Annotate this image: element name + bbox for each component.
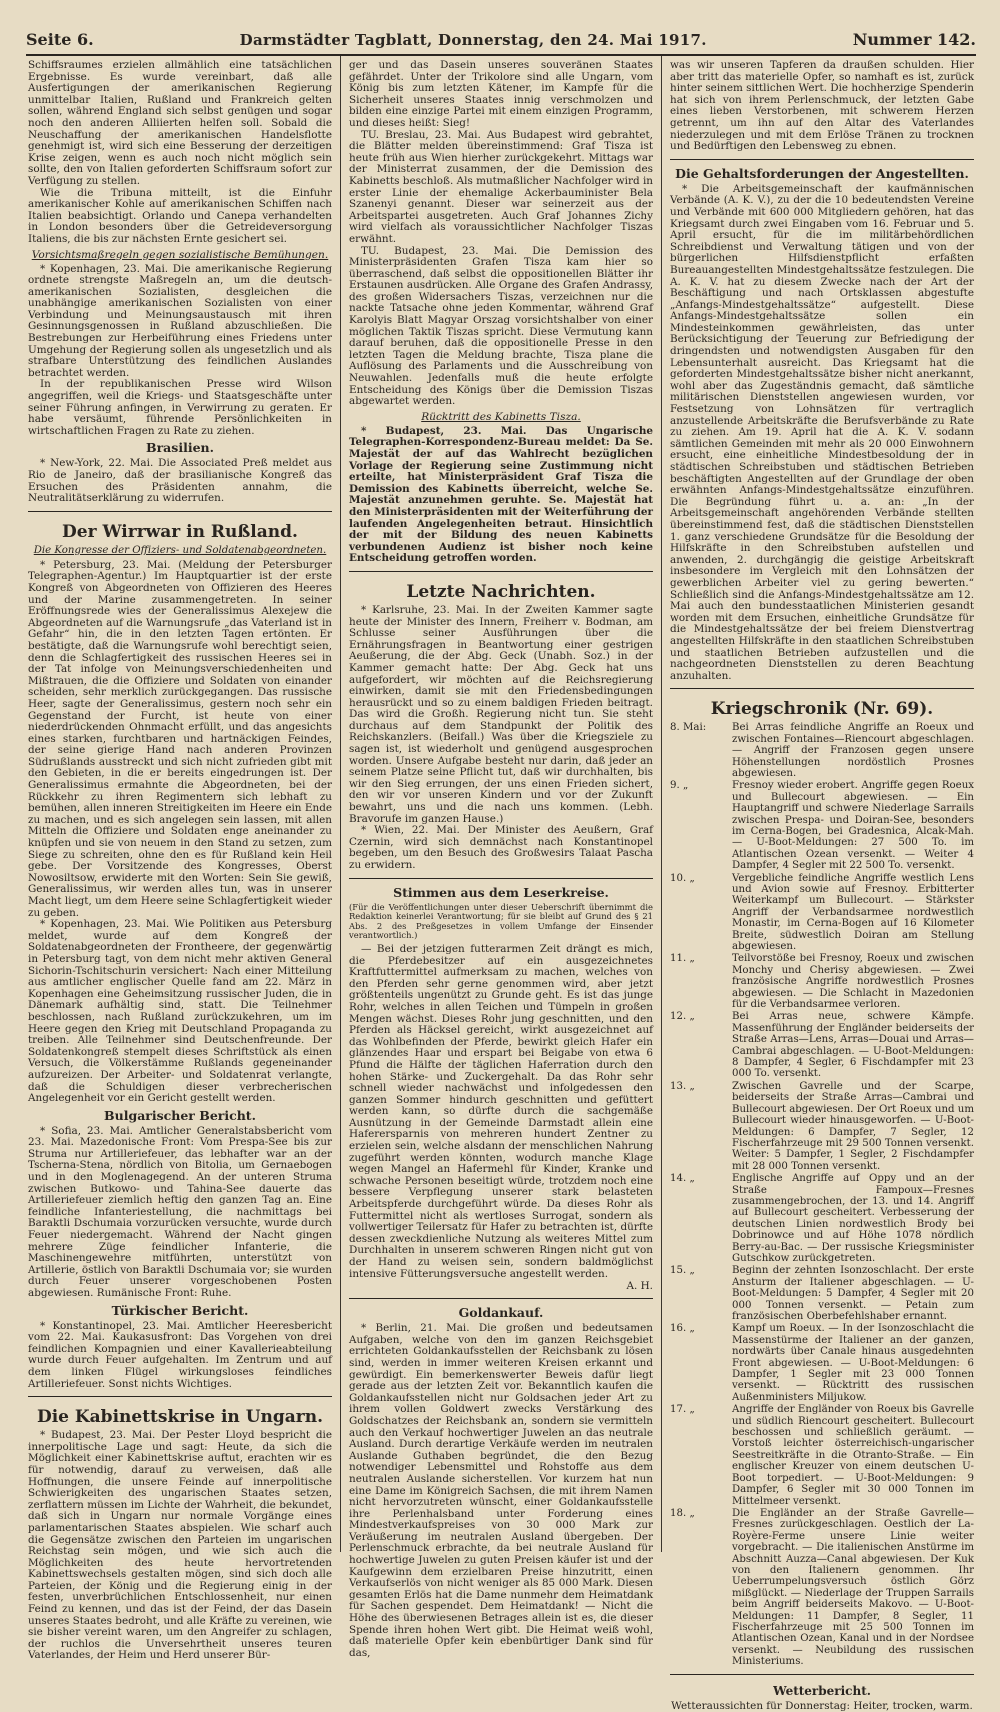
editorial-note: (Für die Veröffentlichungen unter dieser Ueberschrift übernimmt die Redaktion keinerlei Verantwortung; für sie bleibt auf Grund des § 21 Abs. 2 des Preßgesetzes in vollem Umfange der Einsender verantwortlich.) [349,901,653,941]
column-3 [661,56,976,1712]
chronicle-text: Zwischen Gavrelle und der Scarpe, beiderseits der Straße Arras—Cambrai und Bullecourt abgewiesen. Der Ort Roeux und um Bullecourt wieder hinausgeworfen. — U-Boot-Meldungen: 6 Dampfer, 7 Segler, 12 Fischerfahrzeuge mit 29 500 Tonnen versenkt. Weiter: 5 Dampfer, 1 Segler, 2 Fischdampfer mit 28 000 Tonnen versenkt. [732,1080,974,1172]
heading-letzte-nachrichten: Letzte Nachrichten. [406,581,596,602]
chronicle-date: 9. „ [670,780,689,792]
heading-kabinettskrise: Die Kabinettskrise in Ungarn. [36,1407,324,1428]
column-1 [26,56,340,1662]
page-number: Seite 6. [26,30,94,49]
article-continuation: was wir unseren Tapferen da draußen schulden. Hier aber tritt das materielle Opfer, so namhaft es ist, zurück hinter seinem sittlichen Wert. Die hochherzige Spenderin hat sich von ihrem Perlenschmuck, der letzten Gabe eines lieben Verstorbenen, mit schwerem Herzen getrennt, um ihn auf den Altar des Vaterlandes niederzulegen und mit dem Erlöse Tränen zu trocknen und Bedürftigen den Lebensweg zu ebnen. [670,59,974,153]
masthead [26,30,976,52]
chronicle-text: Kampf um Roeux. — In der Isonzoschlacht die Massenstürme der Italiener an der ganzen, nordwärts über Canale hinaus ausgedehnten Front abgewiesen. — U-Boot-Meldungen: 6 Dampfer, 1 Segler mit 23 000 Tonnen versenkt. — Rücktritt des russischen Außenministers Miljukow. [732,1323,974,1403]
chronicle-entry [670,873,974,953]
chronicle-text: Fresnoy wieder erobert. Angriffe gegen Roeux und Bullecourt abgewiesen. — Ein Hauptangriff und schwere Niederlage Sarrails zwischen Prespa- und Doiran-See, besonders im Cerna-Bogen, bei Gradesnica, Alcak-Mah. — U-Boot-Meldungen: 27 500 To. im Atlantischen Ozean versenkt. — Weiter 4 Dampfer, 4 Segler mit 22 500 To. versenkt. [732,780,974,872]
weather-forecast: Wetteraussichten für Donnerstag: Heiter, trocken, warm. [671,1699,973,1712]
chronicle-entry [670,1323,974,1403]
article-paragraph: * Wien, 22. Mai. Der Minister des Aeußern, Graf Czernin, wird sich demnächst nach Konstantinopel begeben, um den Besuch des Großwesirs Talaat Pascha zu erwidern. [349,824,653,871]
chronicle-entry [670,722,974,779]
article-paragraph: * Karlsruhe, 23. Mai. In der Zweiten Kammer sagte heute der Minister des Innern, Freiherr v. Bodman, am Schlusse seiner Ausführungen über die Ernährungsfragen in Beantwortung einer gestrigen Aeußerung, die der Abg. Geck (Unabh. Soz.) in der Kammer gemacht hatte: Der Abg. Geck hat uns aufgefordert, wir möchten auf die Reichsregierung einwirken, damit sie mit den Friedensbedingungen herausrückt und so zu einem baldigen Frieden beitragt. Das wird die Großh. Regierung nicht tun. Sie steht durchaus auf dem Standpunkt der Politik des Reichskanzlers. (Beifall.) Was über die Kriegsziele zu sagen ist, ist wiederholt und genügend ausgesprochen worden. Unsere Aufgabe besteht nur darin, daß jeder an seinem Platze seine Pflicht tut, daß wir durchhalten, bis wir den Sieg errungen, der uns einen Frieden sichert, den wir vor unseren Kindern und vor der Zukunft bewahrt, uns und die nach uns kommen. (Lebh. Bravorufe im ganzen Hause.) [349,603,653,825]
chronicle-date: 11. „ [670,953,695,965]
war-chronicle-list [670,722,974,1667]
article-paragraph: TU. Breslau, 23. Mai. Aus Budapest wird gebrahtet, die Blätter melden übereinstimmend: Graf Tisza ist heute früh aus Wien hierher zurückgekehrt. Mittags war der Ministerrat zusammen, der die Demission des Kabinetts beschloß. Als mutmaßlicher Nachfolger wird in erster Linie der ehemalige Ackerbauminister Bela Szanenyi genannt. Dieser war seinerzeit aus der Arbeitspartei ausgetreten. Auch Graf Johannes Zichy wird vielfach als voraussichtlicher Nachfolger Tiszas erwähnt. [349,128,653,245]
article-paragraph: In der republikanischen Presse wird Wilson angegriffen, weil die Kriegs- und Staatsgeschäfte unter seiner Führung anfingen, in Verwirrung zu geraten. Er habe versäumt, führende Persönlichkeiten in wirtschaftlichen Fragen zu Rate zu ziehen. [28,378,332,437]
author-signature: A. H. [626,1280,653,1293]
chronicle-text: Bei Arras feindliche Angriffe an Roeux und zwischen Fontaines—Riencourt abgeschlagen. — Angriff der Franzosen gegen unsere Höhenstellungen nordöstlich Prosnes abgewiesen. [732,722,974,779]
chronicle-entry [670,780,974,871]
article-paragraph: * Kopenhagen, 23. Mai. Die amerikanische Regierung ordnete strengste Maßregeln an, um die deutsch-amerikanischen Sozialisten, desgleichen die unabhängige amerikanischen Sozialisten von einer Verbindung und Meinungsaustausch mit ihren Gesinnungsgenossen in Rußland abzuschließen. Die Bestrebungen zur Herbeiführung eines Friedens unter Umgehung der Regierung sollen als ungesetzlich und als strafbare Unterstützung des feindlichen Auslandes betrachtet werden. [28,262,332,379]
article-paragraph: * Sofia, 23. Mai. Amtlicher Generalstabsbericht vom 23. Mai. Mazedonische Front: Vom Prespa-See bis zur Struma nur Artilleriefeuer, das lebhafter war an der Tscherna-Stena, nördlich von Bitolia, um Gernaebogen und in den Moglenagegend. An der unteren Struma zwischen Butkowo- und Tahina-See dauerte das Artilleriefeuer ziemlich heftig den ganzen Tag an. Eine feindliche Infanteriestellung, die nachmittags bei Baraktli Dschumaia vorzurücken versuchte, wurde durch Feuer niedergemacht. Während der Nacht gingen mehrere Züge feindlicher Infanterie, die Maschinengewehre mitführten, unterstützt von Artillerie, östlich von Baraktli Dschumaia vor; sie wurden durch Feuer unserer vorgeschobenen Posten abgewiesen. Rumänische Front: Ruhe. [28,1124,332,1299]
chronicle-text: Die Engländer an der Straße Gavrelle—Fresnes zurückgeschlagen. Oestlich der La-Royère-Ferme unsere Linie weiter vorgebracht. — Die italienischen Anstürme im Abschnitt Auzza—Canal abgewiesen. Der Kuk von den Italienern genommen. Ihr Ueberrumpelungsversuch östlich Görz mißglückt. — Niederlage der Truppen Sarrails beim Angriff beiderseits Makovo. — U-Boot-Meldungen: 11 Dampfer, 8 Segler, 11 Fischerfahrzeuge mit 25 500 Tonnen im Atlantischen Ozean, Kanal und in der Nordsee versenkt. — Neubildung des russischen Ministeriums. [732,1507,974,1668]
heading-gehaltsforderungen: Die Gehaltsforderungen der Angestellten. [675,165,969,181]
heading-goldankauf: Goldankauf. [458,1305,544,1321]
article-paragraph: * Petersburg, 23. Mai. (Meldung der Petersburger Telegraphen-Agentur.) Im Hauptquartier ist der erste Kongreß von Abgeordneten von Offizieren des Heeres und der Marine zusammengetreten. In seiner Eröffnungsrede wies der Generalissimus Alexejew die Abgeordneten auf die Warnungsrufe „das Vaterland ist in Gefahr“ hin, die in den letzten Tagen ertönten. Er bestätigte, daß die Warnungsrufe wohl berechtigt seien, denn die Schlagfertigkeit des russischen Heeres sei in der Tat infolge von Meinungsverschiedenheiten und Mißtrauen, die die Offiziere und Soldaten von einander scheiden, sehr merklich zurückgegangen. Das russische Heer, sagte der Generalissimus, gestern noch sehr ein Gegenstand der Furcht, ist heute von einer niederdrückenden Ohnmacht erfüllt, und das angesichts eines starken, furchtbaren und hartnäckigen Feindes, der seine gierige Hand nach anderen Provinzen Südrußlands ausstreckt und sich nicht zufrieden gibt mit den Gebieten, in die er bereits eingedrungen ist. Der Generalissimus ermahnte die Abgeordneten, bei der Rückkehr zu ihren Regimentern sich lebhaft zu bemühen, allen inneren Streitigkeiten im Heere ein Ende zu machen, und es sich angelegen sein lassen, mit allen Mitteln die Offiziere und Soldaten enge aneinander zu knüpfen und sie von neuem in den Stand zu setzen, zum Siege zu schreiten, ohne den es für Rußland kein Heil gebe. Der Vorsitzende des Kongresses, Oberst Nowosiltsow, erwiderte mit den Worten: Sein Sie gewiß, Generalissimus, wir werden alles tun, was in unserer Macht liegt, um dem Heere seine Schlagfertigkeit wieder zu geben. [28,558,332,919]
article-paragraph: — Bei der jetzigen futterarmen Zeit drängt es mich, die Pferdebesitzer auf ein ausgezeichnetes Kraftfuttermittel aufmerksam zu machen, welches von den Pferden sehr gerne genommen wird, aber jetzt größtenteils ungenützt zu Grunde geht. Es ist das junge Rohr, welches in allen Teichen und Tümpeln in großen Mengen wächst. Dieses Rohr jung geschnitten, und den Pferden als Häcksel gereicht, wirkt ausgezeichnet auf das Wohlbefinden der Pferde, bewirkt gleich Hafer ein glänzendes Haar und erspart bei Beigabe von etwa 6 Pfund die Hälfte der täglichen Haferration durch den hohen Stärke- und Zuckergehalt. Da das Rohr sehr schnell wieder nachwächst und infolgedessen den ganzen Sommer hindurch geschnitten und gefüttert werden kann, so dürfte durch die sachgemäße Ausnützung in der Gemeinde Darmstadt allein eine Haferersparnis von mehreren hundert Zentner zu erzielen sein, welche alsdann der menschlichen Nahrung zugeführt werden könnten, wodurch manche Klage wegen Mangel an Hafermehl für Kinder, Kranke und schwache Personen beseitigt würde, trotzdem noch eine bessere Verpflegung unserer stark belasteten Arbeitspferde durchgeführt würde. Da dieses Rohr als Futtermittel nicht als wertloses Surrogat, sondern als vollwertiger Teilersatz für Hafer zu betrachten ist, dürfte dessen zweckdienliche Nutzung als weiteres Mittel zum Durchhalten in unserem schweren Ringen nicht gut von der Hand zu weisen sein, sondern baldmöglichst intensive Fütterungsversuche angestellt werden. [349,942,653,1280]
issue-number: Nummer 142. [852,30,976,49]
heading-bulgarien: Bulgarischer Bericht. [104,1107,256,1123]
chronicle-date: 17. „ [670,1404,695,1416]
chronicle-entry [670,1404,974,1507]
chronicle-entry [670,1508,974,1668]
chronicle-text: Teilvorstöße bei Fresnoy, Roeux und zwischen Monchy und Cherisy abgewiesen. — Zwei französische Angriffe nordwestlich Prosnes abgewiesen. — Die Schlacht in Mazedonien für die Verbandsarmee verloren. [732,953,974,1011]
article-paragraph: * Konstantinopel, 23. Mai. Amtlicher Heeresbericht vom 22. Mai. Kaukasusfront: Das Vorgehen von drei feindlichen Kompagnien und einer Kavallerieabteilung wurde durch Feuer aufgehalten. Im Zentrum und auf dem linken Flügel wirkungsloses feindliches Artilleriefeuer. Sonst nichts Wichtiges. [28,1319,332,1390]
subheading-vorsicht: Vorsichtsmaßregeln gegen sozialistische Bemühungen. [31,248,329,261]
chronicle-entry [670,953,974,1010]
chronicle-date: 16. „ [670,1323,695,1335]
columns [26,56,976,1712]
heading-kriegschronik: Kriegschronik (Nr. 69). [710,699,934,720]
chronicle-text: Bei Arras neue, schwere Kämpfe. Massenführung der Engländer beiderseits der Straße Arras—Lens, Arras—Douai und Arras—Cambrai abgeschlagen. — U-Boot-Meldungen: 8 Dampfer, 4 Segler, 6 Fischdampfer mit 23 000 To. versenkt. [732,1011,974,1080]
chronicle-date: 15. „ [670,1265,695,1277]
article-paragraph: * Berlin, 21. Mai. Die großen und bedeutsamen Aufgaben, welche von den im ganzen Reichsgebiet errichteten Goldankaufsstellen der Reichsbank zu lösen sind, werden in immer weiteren Kreisen erkannt und gewürdigt. Ein bemerkenswerter Beweis dafür liegt gerade aus der letzten Zeit vor. Bekanntlich kaufen die Goldankaufsstellen nicht nur Goldsachen jeder Art zu ihrem vollen Goldwert zwecks Verstärkung des Goldschatzes der Reichsbank an, sondern sie vermitteln auch den Verkauf hochwertiger Juwelen an das neutrale Ausland. Durch derartige Verkäufe werden im neutralen Auslande Guthaben begründet, die den Bezug notwendiger Lebensmittel und Rohstoffe aus dem neutralen Auslande sicherstellen. Vor kurzem hat nun eine Dame im Königreich Sachsen, die mit ihrem Namen nicht hervorzutreten wünscht, einer Goldankaufsstelle ihre Perlenhalsband unter Forderung eines Mindestverkaufspreises von 30 000 Mark zur Veräußerung im neutralen Ausland übergeben. Der Perlenschmuck erbrachte, da bei neutrale Ausland für hochwertige Juwelen zu guten Preisen käufer ist und der Kaufgewinn dem erzielbaren Preise hinzutritt, einen Verkaufserlös von nicht weniger als 85 000 Mark. Diesen gesamten Erlös hat die Dame nunmehr dem Heimatdank für Sachen gespendet. Dem Heimatdank! — Nicht die Höhe des überwiesenen Betrages allein ist es, die dieser Spende ihren hohen Wert gibt. Die Heimat weiß wohl, daß materielle Opfer kein ebenbürtiger Dank sind für das, [349,1322,653,1659]
chronicle-entry [670,1265,974,1322]
chronicle-date: 13. „ [670,1080,695,1092]
chronicle-text: Vergebliche feindliche Angriffe westlich Lens und Avion sowie auf Fresnoy. Erbitterter Weiterkampf um Bullecourt. — Stärkster Angriff der Verbandsarmee nordwestlich Monastir, im Cerna-Bogen auf 16 Kilometer Breite, südwestlich Doiran am Stellung abgewiesen. [732,872,974,952]
article-paragraph: * Kopenhagen, 23. Mai. Wie Politiken aus Petersburg meldet, wurde auf dem Kongreß der Soldatenabgeordneten der Frontheere, der gegenwärtig in Petersburg tagt, von dem nicht mehr aktiven General Sichorin-Tschitschurin versichert: Nach einer Mitteilung aus amtlicher englischer Quelle fand am 22. März in Kopenhagen eine Geheimsitzung russischer Juden, die in Dänemark aufhältig sind, statt. Die Teilnehmer beschlossen, nach Rußland zurückzukehren, um im Heere gegen den Krieg mit Deutschland Propaganda zu treiben. Alle Teilnehmer sind Deutschenfreunde. Der Soldatenkongreß stempelt dieses Schriftstück als einen Versuch, die Völkerstämme Rußlands gegeneinander aufzureizen. Der Arbeiter- und Soldatenrat verlangte, daß die Schuldigen dieser verbrecherischen Angelegenheit vor ein Gericht gestellt werden. [28,918,332,1105]
chronicle-date: 10. „ [670,872,695,884]
chronicle-text: Beginn der zehnten Isonzoschlacht. Der erste Ansturm der Italiener abgeschlagen. — U-Boot-Meldungen: 5 Dampfer, 4 Segler mit 20 000 Tonnen versenkt. — Petain zum französischen Oberbefehlshaber ernannt. [732,1265,974,1322]
article-paragraph: * New-York, 22. Mai. Die Associated Preß meldet aus Rio de Janeiro, daß der brasilianische Kongreß das Ersuchen des Präsidenten annahm, die Neutralitätserklärung zu widerrufen. [28,457,332,505]
heading-stimmen: Stimmen aus dem Leserkreise. [393,884,609,900]
chronicle-entry [670,1011,974,1079]
chronicle-date: 14. „ [670,1173,695,1185]
article-paragraph: * Die Arbeitsgemeinschaft der kaufmännischen Verbände (A. K. V.), zu der die 10 bedeutendsten Vereine und Verbände mit 600 000 Mitgliedern gehören, hat das Kriegsamt durch zwei Eingaben vom 16. Februar und 5. April ersucht, für die im militärbehördlichen Schreibdienst und Verwaltung tätigen und von der bürgerlichen Hilfsdienstpflicht erfaßten Bureauangestellten Mindestgehaltssätze festzulegen. Die A. K. V. hat zu diesem Zwecke nach der Art der Beschäftigung und nach Ortsklassen abgestufte „Anfangs-Mindestgehaltssätze“ aufgestellt. Diese Anfangs-Mindestgehaltssätze sollen ein Mindesteinkommen gewährleisten, das unter Berücksichtigung der Teuerung zur Befriedigung der dringendsten und notwendigsten Ausgaben für den Lebensunterhalt ausreicht. Das Kriegsamt hat die geforderten Mindestgehaltssätze bisher nicht anerkannt, wohl aber das Zugeständnis gemacht, daß sämtliche militärischen Dienststellen angewiesen wurden, vor Festsetzung von Lohnsätzen für vertraglich anzustellende Arbeitskräfte die Berufsverbände zu Rate zu ziehen. Am 19. April hat die A. K. V. sodann sämtlichen Gemeinden mit mehr als 20 000 Einwohnern ersucht, eine einheitliche Mindestbesoldung der in städtischen Schreibstuben und städtischen Betrieben beschäftigten Angestellten auf der Grundlage der oben erwähnten Anfangs-Mindestgehaltssätze einzuführen. Die Begründung führt u. a. an: „In der Arbeitsgemeinschaft angehörenden Verbände stellten übereinstimmend fest, daß die städtischen Dienststellen 1. ganz verschiedene Grundsätze für die Besoldung der Hilfskräfte in den Schreibstuben aufstellen und anwenden, 2. durchgängig die geistige Arbeitskraft insbesondere im Vergleich mit den Lohnsätzen der gewerblichen Arbeiter viel zu gering bewerten.“ Schließlich sind die Anfangs-Mindestgehaltssätze am 12. Mai auch den bundesstaatlichen Ministerien gesandt worden mit dem Ersuchen, einheitliche Grundsätze für die Mindestgehaltssätze der bei freiem Dienstvertrag angestellten Hilfskräfte in den staatlichen Schreibstuben und staatlichen Betrieben aufzustellen und die nachgeordneten Dienststellen zu deren Beachtung anzuhalten. [670,182,974,682]
subheading-ruecktritt: Rücktritt des Kabinetts Tisza. [421,410,581,423]
article-paragraph: TU. Budapest, 23. Mai. Die Demission des Ministerpräsidenten Grafen Tisza kam hier so überraschend, daß selbst die oppositionellen Blätter ihr Erstaunen ausdrücken. Alle Organe des Grafen Andrassy, des großen Widersachers Tiszas, verzeichnen nur die nackte Tatsache ohne jeden Kommentar, während Graf Karolyis Blatt Magyar Orszag vorsichtshalber von einer möglichen Taktik Tiszas spricht. Diese Vermutung kann darauf beruhen, daß die oppositionelle Presse in den letzten Tagen die Meldung brachte, Tisza plane die Auflösung des Parlaments und die Ausschreibung von Neuwahlen. Jedenfalls muß die heute erfolgte Entscheidung des Königs über die Demission Tiszas abgewartet werden. [349,244,653,408]
chronicle-text: Angriffe der Engländer von Roeux bis Gavrelle und südlich Riencourt gescheitert. Bullecourt beschossen und schließlich geräumt. — Vorstoß leichter österreichisch-ungarischer Seestreitkräfte in die Otranto-Straße. — Ein englischer Kreuzer von einem deutschen U-Boot torpediert. — U-Boot-Meldungen: 9 Dampfer, 6 Segler mit 30 000 Tonnen im Mittelmeer versenkt. [732,1404,974,1507]
chronicle-date: 8. Mai: [670,722,707,734]
chronicle-date: 18. „ [670,1507,695,1519]
chronicle-text: Englische Angriffe auf Oppy und an der Straße Fampoux—Fresnes zusammengebrochen, der 13. und 14. Angriff auf Bullecourt gescheitert. Verbesserung der deutschen Linien nordwestlich Brody bei Dobrinowce und auf Höhe 1078 nördlich Berry-au-Bac. — Der russische Kriegsminister Gutschkow zurückgetreten. [732,1173,974,1264]
heading-wetterbericht: Wetterbericht. [773,1683,871,1698]
subheading-kongresse: Die Kongresse der Offiziers- und Soldatenabgeordneten. [33,544,327,556]
article-paragraph: * Budapest, 23. Mai. Der Pester Lloyd bespricht die innerpolitische Lage und sagt: Heute, da sich die Möglichkeit einer Kabinettskrise auftut, erachten wir es für notwendig, darauf zu verweisen, daß alle Hoffnungen, die unsere Feinde auf innerpolitische Schwierigkeiten des ungarischen Staates setzen, zerflattern müssen im Lichte der Wahrheit, die bekundet, daß sich in Ungarn nur normale Vorgänge eines parlamentarischen Staates abspielen. Wie scharf auch die Gegensätze zwischen den Parteien im ungarischen Reichstag sein mögen, und wie sich auch die Möglichkeiten des heute hervortretenden Kabinettswechsels gestalten mögen, sind sich doch alle Parteien, der König und die Regierung einig in der festen, unverbrüchlichen Entschlossenheit, nur einen Feind zu kennen, und das ist der Feind, der das Dasein unseres Staates bedroht, und alle Kräfte zu vereinen, wie sie bisher vereint waren, um den Angreifer zu schlagen, der ruchlos die Unversehrtheit unseres teuren Vaterlandes, der Heim und Herd unserer Bür- [28,1429,332,1662]
article-continuation: Schiffsraumes erzielen allmählich eine tatsächlichen Ergebnisse. Es wurde vereinbart, daß alle Ausfertigungen der amerikanischen Regierung unmittelbar Italien, Rußland und Frankreich gelten sollen, während England sich selbst genügen und sogar noch den anderen Alliierten helfen soll. Sobald die Neuschaffung der amerikanischen Handelsflotte genehmigt ist, wird sich eine Besserung der derzeitigen Krise zeigen, wenn es auch noch nicht möglich sein sollte, den von Italien geforderten Schiffsraum sofort zur Verfügung zu stellen. [28,59,332,187]
heading-brasilien: Brasilien. [146,440,214,456]
article-continuation: ger und das Dasein unseres souveränen Staates gefährdet. Unter der Trikolore sind alle Ungarn, vom König bis zum letzten Kätener, im Kampfe für die Sicherheit unseres Staates innig verschmolzen und bilden eine einzige Partei mit einem einzigen Programm, und dieses heißt: Sieg! [349,59,653,129]
heading-tuerkei: Türkischer Bericht. [111,1302,249,1318]
chronicle-entry [670,1173,974,1264]
heading-wirrwar: Der Wirrwar in Rußland. [62,521,298,542]
chronicle-date: 12. „ [670,1011,695,1023]
column-2 [340,56,661,1659]
chronicle-entry [670,1081,974,1172]
article-paragraph: * Budapest, 23. Mai. Das Ungarische Telegraphen-Korrespondenz-Bureau meldet: Da Se. Majestät der auf das Wahlrecht bezüglichen Vorlage der Regierung seine Zustimmung nicht erteilte, hat Ministerpräsident Graf Tisza die Demission des Kabinetts überreicht, welche Se. Majestät anzunehmen geruhte. Se. Majestät hat den Ministerpräsidenten mit der Weiterführung der laufenden Angelegenheiten betraut. Hinsichtlich der mit der Bildung des neuen Kabinetts verbundenen Audienz ist bisher noch keine Entscheidung getroffen worden. [349,424,653,565]
article-paragraph: Wie die Tribuna mitteilt, ist die Einfuhr amerikanischer Kohle auf amerikanischen Schiffen nach Italien beabsichtigt. Orlando und Canepa verhandelten in London besonders über die Getreideversorgung Italiens, die bis zur nächsten Ernte gesichert sei. [28,186,332,245]
newspaper-title-date: Darmstädter Tagblatt, Donnerstag, den 24. Mai 1917. [239,31,707,49]
